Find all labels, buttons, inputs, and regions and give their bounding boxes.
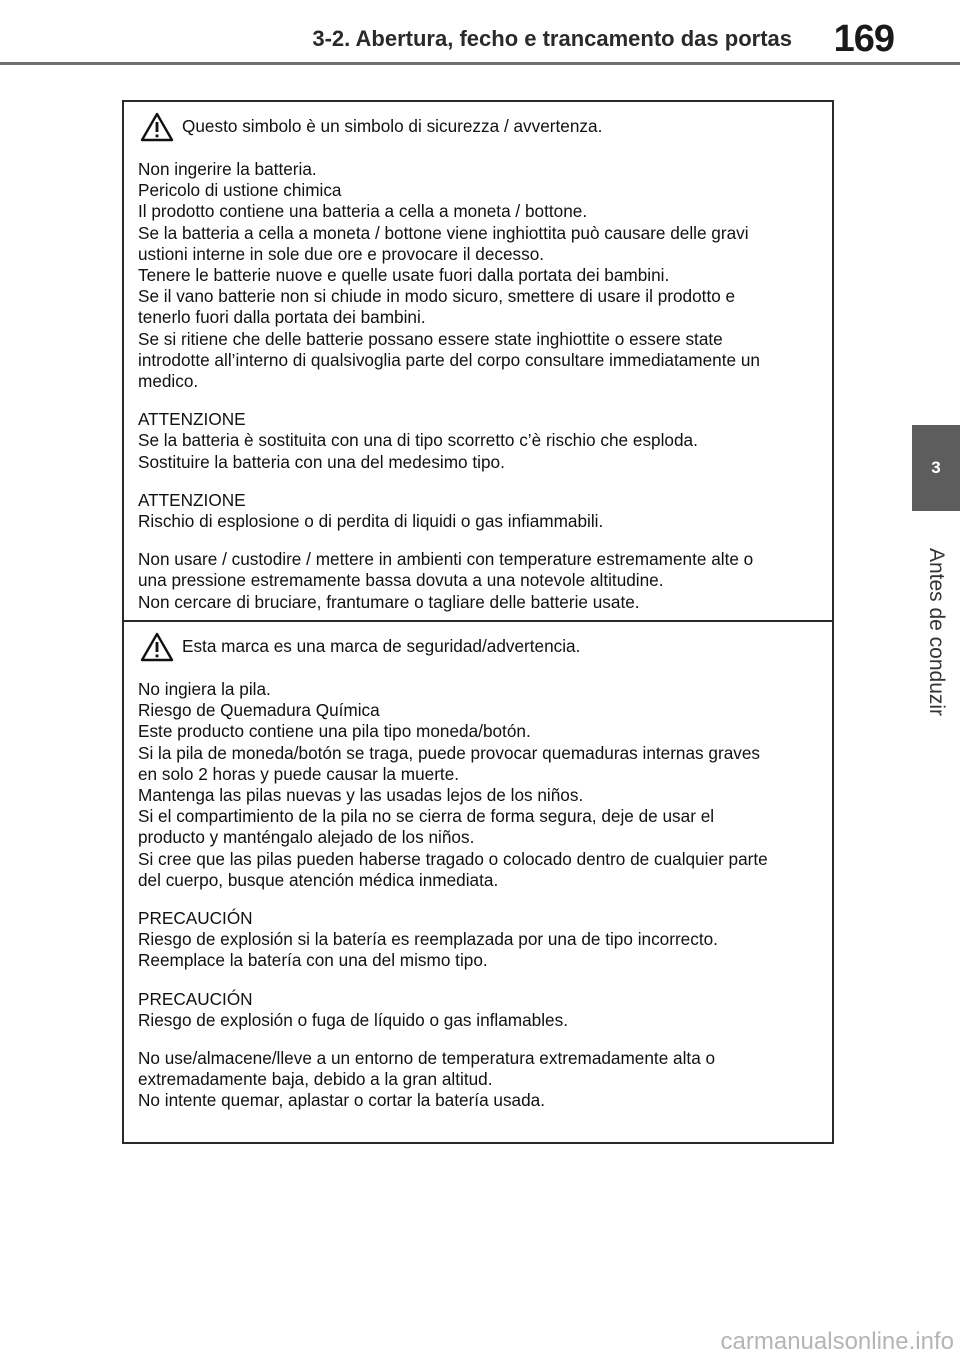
text-line: introdotte all’interno di qualsivoglia parte del corpo consultare immediatamente un xyxy=(138,349,760,370)
text-line: Riesgo de Quemadura Química xyxy=(138,700,380,721)
header-rule xyxy=(0,62,960,65)
text-line: No use/almacene/lleve a un entorno de temperatura extremadamente alta o xyxy=(138,1048,716,1069)
notice-spanish xyxy=(122,620,834,1144)
text-line: PRECAUCIÓN xyxy=(138,988,253,1009)
notice-paragraph xyxy=(138,549,820,613)
text-line: ATTENZIONE xyxy=(138,409,246,430)
warning-text: Esta marca es una marca de seguridad/advertencia. xyxy=(182,636,581,657)
section-title: 3-2. Abertura, fecho e trancamento das portas xyxy=(312,26,792,51)
warning-triangle-icon xyxy=(140,632,174,662)
text-line: Il prodotto contiene una batteria a cella a moneta / bottone. xyxy=(138,201,588,222)
text-line: Si la pila de moneda/botón se traga, puede provocar quemaduras internas graves xyxy=(138,742,761,763)
chapter-number: 3 xyxy=(931,458,941,477)
notice-paragraph xyxy=(138,908,820,972)
text-line: Se la batteria è sostituita con una di tipo scorretto c’è rischio che esploda. xyxy=(138,430,698,451)
page-header xyxy=(0,0,960,66)
text-line: ustioni interne in sole due ore e provocare il decesso. xyxy=(138,243,545,264)
warning-row xyxy=(140,112,820,142)
text-line: Pericolo di ustione chimica xyxy=(138,180,342,201)
text-line: Se il vano batterie non si chiude in modo sicuro, smettere di usare il prodotto e xyxy=(138,286,736,307)
text-line: Non cercare di bruciare, frantumare o tagliare delle batterie usate. xyxy=(138,591,640,612)
text-line: Rischio di esplosione o di perdita di liquidi o gas infiammabili. xyxy=(138,511,604,532)
warning-triangle-icon xyxy=(140,112,174,142)
notice-paragraph xyxy=(138,409,820,473)
text-line: No intente quemar, aplastar o cortar la batería usada. xyxy=(138,1090,546,1111)
warning-row xyxy=(140,632,820,662)
page-number: 169 xyxy=(833,18,894,60)
text-line: Riesgo de explosión si la batería es reemplazada por una de tipo incorrecto. xyxy=(138,929,718,950)
warning-text: Questo simbolo è un simbolo di sicurezza / avvertenza. xyxy=(182,116,603,137)
text-line: No ingiera la pila. xyxy=(138,679,271,699)
chapter-tab xyxy=(912,425,960,511)
text-line: del cuerpo, busque atención médica inmediata. xyxy=(138,869,499,890)
notice-paragraph xyxy=(138,490,820,532)
notice-paragraph xyxy=(138,1048,820,1112)
text-line: Si el compartimiento de la pila no se cierra de forma segura, deje de usar el xyxy=(138,806,715,827)
text-line: Reemplace la batería con una del mismo tipo. xyxy=(138,950,488,971)
text-line: ATTENZIONE xyxy=(138,489,246,510)
text-line: Tenere le batterie nuove e quelle usate fuori dalla portata dei bambini. xyxy=(138,265,670,286)
text-line: PRECAUCIÓN xyxy=(138,908,253,929)
text-line: Non ingerire la batteria. xyxy=(138,159,317,179)
notice-paragraph xyxy=(138,989,820,1031)
text-line: medico. xyxy=(138,371,199,392)
watermark: carmanualsonline.info xyxy=(720,1328,954,1355)
notice-body xyxy=(138,679,820,1112)
text-line: Este producto contiene una pila tipo moneda/botón. xyxy=(138,721,531,742)
text-line: producto y manténgalo alejado de los niños. xyxy=(138,827,475,848)
text-line: Non usare / custodire / mettere in ambienti con temperature estremamente alte o xyxy=(138,549,754,570)
text-line: Mantenga las pilas nuevas y las usadas lejos de los niños. xyxy=(138,785,584,806)
notice-body xyxy=(138,159,820,613)
text-line: extremadamente baja, debido a la gran altitud. xyxy=(138,1069,493,1090)
text-line: tenerlo fuori dalla portata dei bambini. xyxy=(138,307,426,328)
text-line: Si cree que las pilas pueden haberse tragado o colocado dentro de cualquier parte xyxy=(138,848,768,869)
text-line: Se la batteria a cella a moneta / bottone viene inghiottita può causare delle gravi xyxy=(138,222,749,243)
text-line: Se si ritiene che delle batterie possano essere state inghiottite o essere state xyxy=(138,328,723,349)
text-line: una pressione estremamente bassa dovuta a una notevole altitudine. xyxy=(138,570,664,591)
notice-italian xyxy=(122,100,834,622)
text-line: Riesgo de explosión o fuga de líquido o gas inflamables. xyxy=(138,1009,568,1030)
text-line: Sostituire la batteria con una del medesimo tipo. xyxy=(138,451,505,472)
chapter-title: Antes de conduzir xyxy=(925,547,948,717)
notice-paragraph xyxy=(138,679,820,891)
text-line: en solo 2 horas y puede causar la muerte. xyxy=(138,763,460,784)
notice-paragraph xyxy=(138,159,820,392)
